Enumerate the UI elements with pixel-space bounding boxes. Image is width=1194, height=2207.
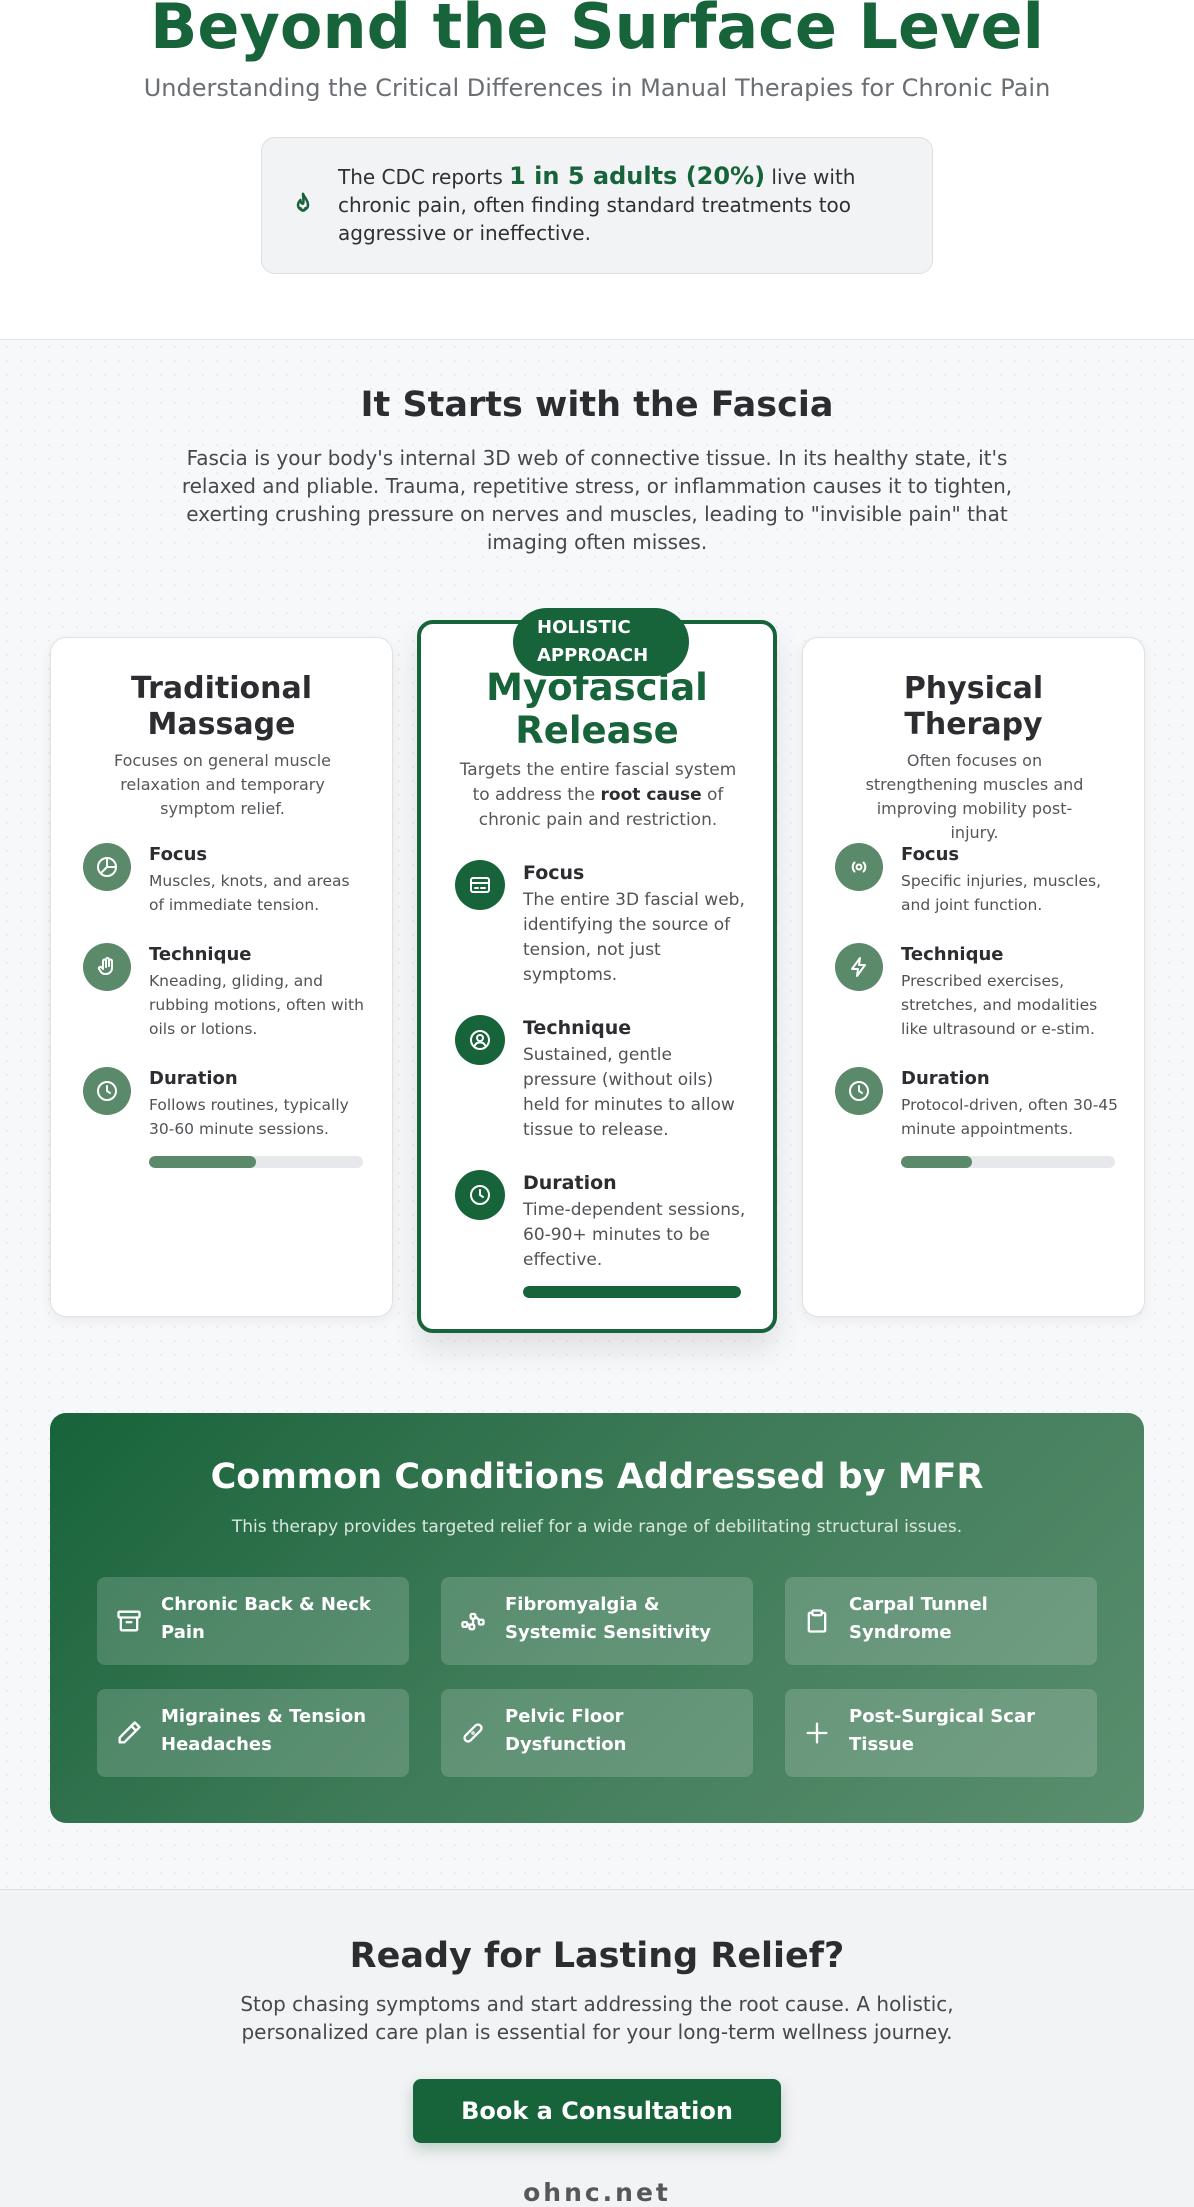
feature-label: Duration	[901, 1068, 990, 1089]
footer-domain[interactable]: ohnc.net	[523, 2178, 671, 2207]
duration-bar-fill	[523, 1286, 741, 1298]
page-subtitle: Understanding the Critical Differences in Manual Therapies for Chronic Pain	[143, 74, 1051, 102]
card-title: Traditional Massage	[130, 671, 313, 742]
duration-bar	[149, 1156, 363, 1168]
feature-label: Focus	[523, 862, 585, 884]
cdc-stat-text: The CDC reports 1 in 5 adults (20%) live with chronic pain, often finding standard treatments too aggressive or ineffective.	[338, 162, 856, 245]
feature-text: Muscles, knots, and areas of immediate tension.	[149, 872, 350, 914]
clock-icon	[455, 1170, 505, 1220]
card-description: Often focuses on strengthening muscles and improving mobility post-injury.	[865, 751, 1084, 842]
fascia-description: Fascia is your body's internal 3D web of connective tissue. In its healthy state, it's relaxed and pliable. Trauma, repetitive stress, or inflammation causes it to tighten, exerting crushing pressure on nerves and muscles, leading to "invisible pain" that imaging often misses.	[181, 446, 1013, 554]
card-description: Focuses on general muscle relaxation and temporary symptom relief.	[113, 751, 332, 818]
feature-label: Technique	[149, 944, 252, 965]
condition-tile	[785, 1689, 1097, 1777]
condition-label: Chronic Back & Neck Pain	[161, 1594, 371, 1643]
stat-highlight: 1 in 5 adults (20%)	[509, 162, 766, 190]
feature-label: Duration	[149, 1068, 238, 1089]
duration-bar	[901, 1156, 1115, 1168]
feature-text: The entire 3D fascial web, identifying the source of tension, not just symptoms.	[523, 890, 745, 985]
card-traditional-massage	[50, 637, 393, 1317]
condition-tile	[785, 1577, 1097, 1665]
crosshair-icon	[83, 843, 131, 891]
feature-text: Follows routines, typically 30-60 minute sessions.	[149, 1096, 349, 1138]
page-title: Beyond the Surface Level	[150, 0, 1044, 63]
fascia-section	[0, 340, 1194, 1890]
flame-icon	[288, 190, 318, 220]
bolt-icon	[835, 943, 883, 991]
condition-label: Carpal Tunnel Syndrome	[849, 1594, 988, 1643]
condition-tile	[97, 1689, 409, 1777]
feature-label: Duration	[523, 1172, 617, 1194]
feature-text: Time-dependent sessions, 60-90+ minutes to be effective.	[523, 1200, 746, 1270]
feature-label: Focus	[149, 844, 208, 865]
feature-text: Prescribed exercises, stretches, and modalities like ultrasound or e-stim.	[901, 972, 1098, 1038]
feature-label: Focus	[901, 844, 960, 865]
clock-icon	[83, 1067, 131, 1115]
card-myofascial-release	[417, 617, 777, 1333]
feature-label: Technique	[901, 944, 1004, 965]
card-description: Targets the entire fascial system to address the root cause of chronic pain and restriction.	[459, 760, 737, 830]
condition-tile	[441, 1577, 753, 1665]
fascia-title: It Starts with the Fascia	[360, 385, 834, 425]
cta-title: Ready for Lasting Relief?	[349, 1936, 845, 1976]
conditions-subtitle: This therapy provides targeted relief for a wide range of debilitating structural issues.	[231, 1517, 963, 1537]
condition-label: Migraines & Tension Headaches	[161, 1706, 367, 1755]
book-consultation-button[interactable]: Book a Consultation	[413, 2079, 781, 2143]
feature-label: Technique	[523, 1017, 632, 1039]
condition-label: Fibromyalgia & Systemic Sensitivity	[505, 1594, 711, 1643]
duration-bar	[523, 1286, 741, 1298]
card-icon	[455, 860, 505, 910]
feature-text: Sustained, gentle pressure (without oils) held for minutes to allow tissue to release.	[523, 1045, 735, 1140]
duration-bar-fill	[149, 1156, 256, 1168]
feature-text: Kneading, gliding, and rubbing motions, often with oils or lotions.	[149, 972, 364, 1038]
holistic-approach-badge: HOLISTIC APPROACH	[513, 608, 689, 676]
broadcast-icon	[835, 843, 883, 891]
condition-label: Post-Surgical Scar Tissue	[849, 1706, 1035, 1755]
duration-bar-fill	[901, 1156, 972, 1168]
feature-text: Specific injuries, muscles, and joint function.	[901, 872, 1102, 914]
user-circle-icon	[455, 1015, 505, 1065]
hand-icon	[83, 943, 131, 991]
clock-icon	[835, 1067, 883, 1115]
cta-section	[0, 1890, 1194, 2207]
card-title: Myofascial Release	[486, 666, 708, 752]
cta-description: Stop chasing symptoms and start addressing the root cause. A holistic, personalized care plan is essential for your long-term wellness journey.	[240, 1992, 954, 2044]
feature-text: Protocol-driven, often 30-45 minute appointments.	[901, 1096, 1119, 1138]
condition-tile	[97, 1577, 409, 1665]
condition-label: Pelvic Floor Dysfunction	[505, 1706, 627, 1755]
hero-section	[0, 0, 1194, 340]
card-title: Physical Therapy	[903, 671, 1044, 742]
conditions-panel	[50, 1413, 1144, 1823]
condition-tile	[441, 1689, 753, 1777]
cdc-stat-callout	[261, 137, 933, 274]
card-physical-therapy	[802, 637, 1145, 1317]
conditions-title: Common Conditions Addressed by MFR	[210, 1457, 984, 1497]
